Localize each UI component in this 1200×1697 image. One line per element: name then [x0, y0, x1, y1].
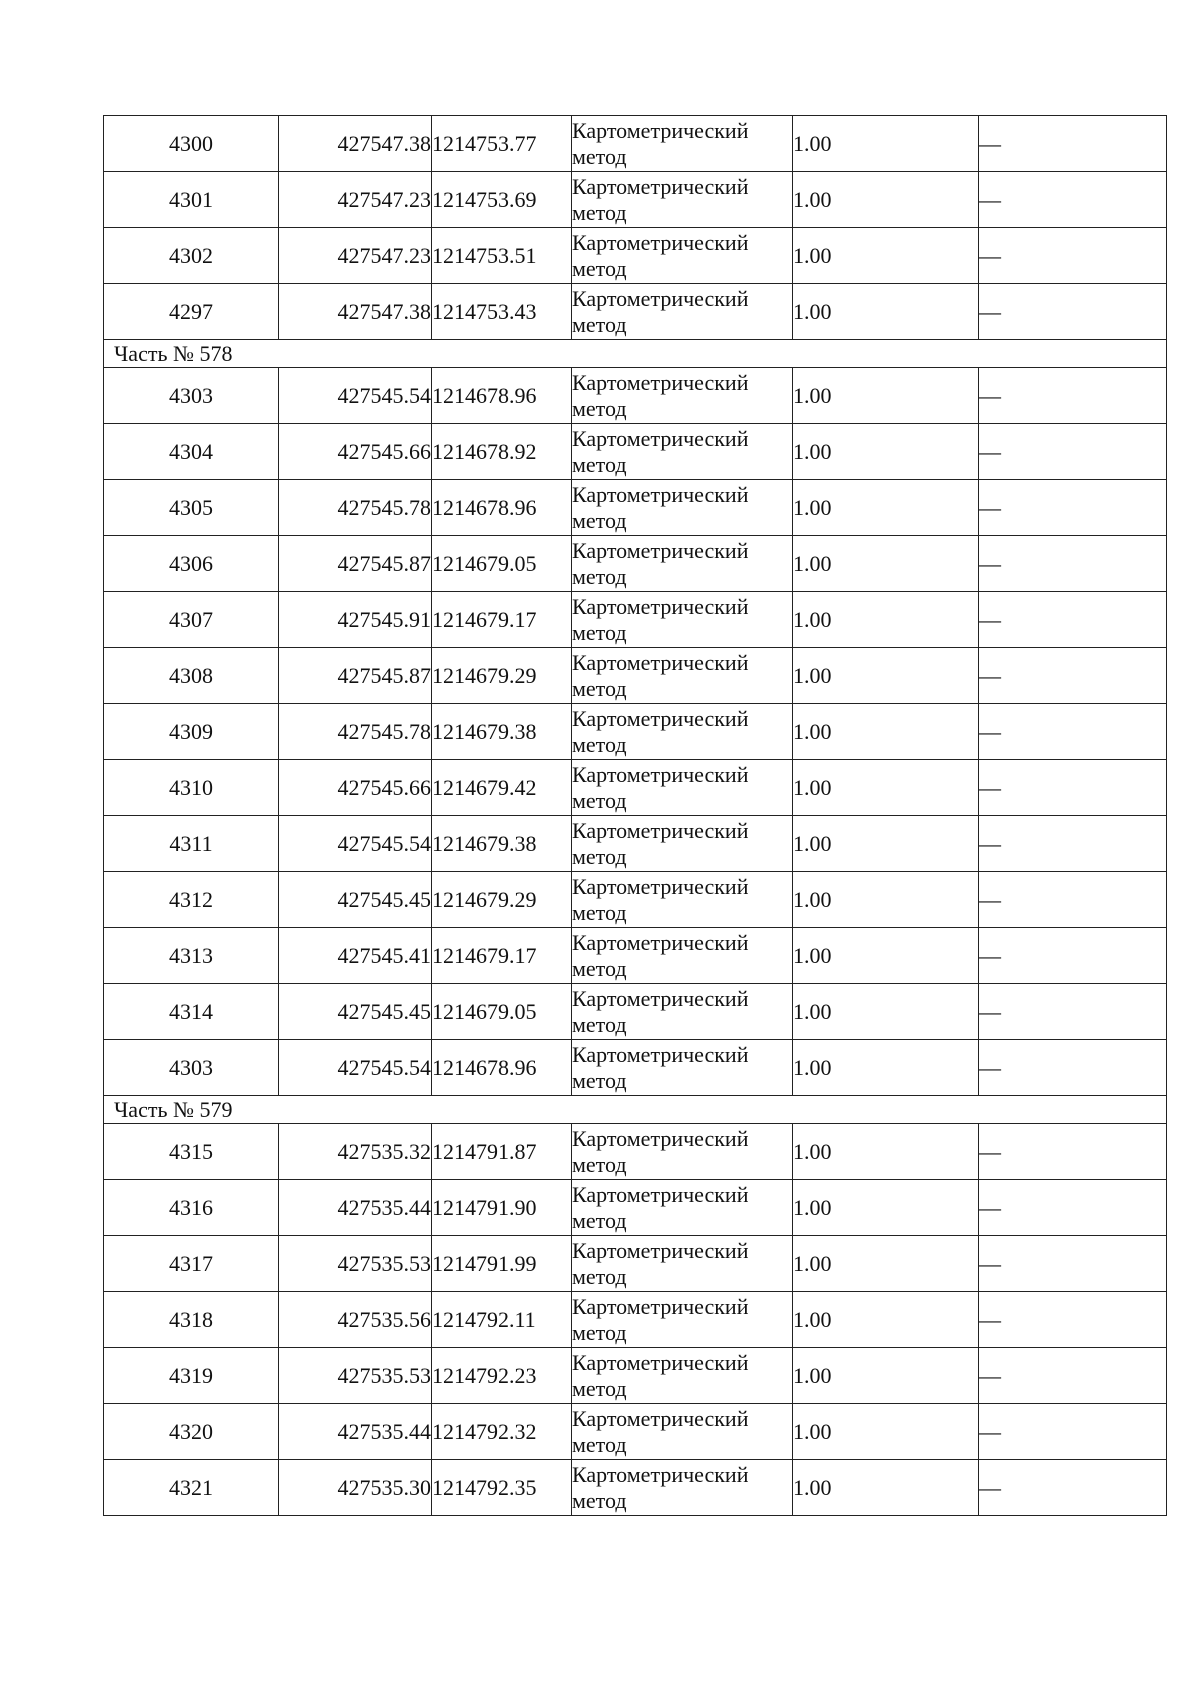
method-line-1: Картометрический	[572, 1349, 749, 1375]
description-dash: —	[979, 1362, 1001, 1388]
description-cell	[979, 536, 1167, 592]
method-line-2: метод	[572, 955, 627, 981]
accuracy-cell: 1.00	[793, 480, 979, 536]
point-number-cell: 4307	[104, 592, 279, 648]
method-line-2: метод	[572, 1319, 627, 1345]
accuracy-cell: 1.00	[793, 1180, 979, 1236]
x-coordinate-cell: 427545.91	[279, 592, 432, 648]
x-coordinate-cell: 427545.66	[279, 424, 432, 480]
y-coordinate-cell: 1214791.87	[432, 1124, 572, 1180]
y-coordinate-cell: 1214792.32	[432, 1404, 572, 1460]
accuracy-cell: 1.00	[793, 760, 979, 816]
method-line-2: метод	[572, 1487, 627, 1513]
method-cell	[572, 872, 793, 928]
point-number-cell: 4301	[104, 172, 279, 228]
method-cell	[572, 760, 793, 816]
y-coordinate-cell: 1214678.96	[432, 480, 572, 536]
x-coordinate-cell: 427545.54	[279, 816, 432, 872]
method-line-2: метод	[572, 843, 627, 869]
accuracy-cell: 1.00	[793, 928, 979, 984]
method-cell	[572, 1292, 793, 1348]
description-dash: —	[979, 1138, 1001, 1164]
method-cell	[572, 424, 793, 480]
method-cell	[572, 536, 793, 592]
accuracy-cell: 1.00	[793, 172, 979, 228]
description-cell	[979, 368, 1167, 424]
method-cell	[572, 1180, 793, 1236]
accuracy-cell: 1.00	[793, 592, 979, 648]
description-dash: —	[979, 1054, 1001, 1080]
description-cell	[979, 228, 1167, 284]
point-number-cell: 4297	[104, 284, 279, 340]
method-line-1: Картометрический	[572, 985, 749, 1011]
x-coordinate-cell: 427545.41	[279, 928, 432, 984]
description-dash: —	[979, 494, 1001, 520]
point-number-cell: 4302	[104, 228, 279, 284]
table-row	[104, 648, 1167, 704]
description-cell	[979, 424, 1167, 480]
y-coordinate-cell: 1214753.51	[432, 228, 572, 284]
x-coordinate-cell: 427545.45	[279, 872, 432, 928]
x-coordinate-cell: 427535.53	[279, 1348, 432, 1404]
method-line-1: Картометрический	[572, 369, 749, 395]
description-dash: —	[979, 1194, 1001, 1220]
method-cell	[572, 1040, 793, 1096]
y-coordinate-cell: 1214679.17	[432, 592, 572, 648]
description-cell	[979, 1236, 1167, 1292]
y-coordinate-cell: 1214679.38	[432, 816, 572, 872]
y-coordinate-cell: 1214792.23	[432, 1348, 572, 1404]
description-cell	[979, 1404, 1167, 1460]
method-line-1: Картометрический	[572, 229, 749, 255]
description-dash: —	[979, 998, 1001, 1024]
y-coordinate-cell: 1214678.96	[432, 1040, 572, 1096]
method-cell	[572, 480, 793, 536]
y-coordinate-cell: 1214679.05	[432, 984, 572, 1040]
accuracy-cell: 1.00	[793, 368, 979, 424]
method-line-1: Картометрический	[572, 1405, 749, 1431]
table-row	[104, 928, 1167, 984]
description-dash: —	[979, 382, 1001, 408]
y-coordinate-cell: 1214791.99	[432, 1236, 572, 1292]
description-dash: —	[979, 830, 1001, 856]
table-row	[104, 592, 1167, 648]
description-dash: —	[979, 942, 1001, 968]
table-row	[104, 228, 1167, 284]
description-cell	[979, 1124, 1167, 1180]
method-line-2: метод	[572, 1067, 627, 1093]
point-number-cell: 4317	[104, 1236, 279, 1292]
point-number-cell: 4313	[104, 928, 279, 984]
method-line-2: метод	[572, 563, 627, 589]
x-coordinate-cell: 427535.56	[279, 1292, 432, 1348]
y-coordinate-cell: 1214753.77	[432, 116, 572, 172]
method-cell	[572, 368, 793, 424]
description-cell	[979, 172, 1167, 228]
table-row	[104, 1180, 1167, 1236]
method-cell	[572, 592, 793, 648]
point-number-cell: 4315	[104, 1124, 279, 1180]
method-line-2: метод	[572, 395, 627, 421]
method-line-1: Картометрический	[572, 761, 749, 787]
accuracy-cell: 1.00	[793, 1404, 979, 1460]
accuracy-cell: 1.00	[793, 704, 979, 760]
description-dash: —	[979, 774, 1001, 800]
method-line-2: метод	[572, 199, 627, 225]
method-line-1: Картометрический	[572, 537, 749, 563]
x-coordinate-cell: 427545.78	[279, 480, 432, 536]
method-line-2: метод	[572, 1431, 627, 1457]
method-line-1: Картометрический	[572, 593, 749, 619]
method-line-1: Картометрический	[572, 481, 749, 507]
description-dash: —	[979, 186, 1001, 212]
point-number-cell: 4314	[104, 984, 279, 1040]
method-line-2: метод	[572, 451, 627, 477]
method-line-1: Картометрический	[572, 649, 749, 675]
x-coordinate-cell: 427545.54	[279, 368, 432, 424]
table-row	[104, 816, 1167, 872]
table-row	[104, 172, 1167, 228]
accuracy-cell: 1.00	[793, 116, 979, 172]
method-line-2: метод	[572, 675, 627, 701]
y-coordinate-cell: 1214679.05	[432, 536, 572, 592]
description-cell	[979, 1040, 1167, 1096]
table-row	[104, 368, 1167, 424]
x-coordinate-cell: 427535.53	[279, 1236, 432, 1292]
description-dash: —	[979, 438, 1001, 464]
method-line-1: Картометрический	[572, 1461, 749, 1487]
x-coordinate-cell: 427545.87	[279, 536, 432, 592]
method-cell	[572, 928, 793, 984]
method-line-1: Картометрический	[572, 705, 749, 731]
method-line-1: Картометрический	[572, 117, 749, 143]
x-coordinate-cell: 427545.87	[279, 648, 432, 704]
table-row	[104, 424, 1167, 480]
point-number-cell: 4312	[104, 872, 279, 928]
description-cell	[979, 284, 1167, 340]
table-row	[104, 284, 1167, 340]
description-cell	[979, 1292, 1167, 1348]
accuracy-cell: 1.00	[793, 1236, 979, 1292]
x-coordinate-cell: 427535.32	[279, 1124, 432, 1180]
x-coordinate-cell: 427545.54	[279, 1040, 432, 1096]
method-cell	[572, 984, 793, 1040]
accuracy-cell: 1.00	[793, 1460, 979, 1516]
method-line-2: метод	[572, 899, 627, 925]
table-row	[104, 872, 1167, 928]
method-cell	[572, 1348, 793, 1404]
y-coordinate-cell: 1214679.29	[432, 648, 572, 704]
y-coordinate-cell: 1214678.96	[432, 368, 572, 424]
method-cell	[572, 172, 793, 228]
part-header-row	[104, 1096, 1167, 1124]
accuracy-cell: 1.00	[793, 1348, 979, 1404]
accuracy-cell: 1.00	[793, 984, 979, 1040]
table-row	[104, 760, 1167, 816]
method-cell	[572, 228, 793, 284]
description-cell	[979, 928, 1167, 984]
point-number-cell: 4303	[104, 368, 279, 424]
description-dash: —	[979, 1250, 1001, 1276]
table-row	[104, 1404, 1167, 1460]
accuracy-cell: 1.00	[793, 872, 979, 928]
table-row	[104, 1292, 1167, 1348]
method-line-2: метод	[572, 1207, 627, 1233]
point-number-cell: 4316	[104, 1180, 279, 1236]
accuracy-cell: 1.00	[793, 424, 979, 480]
point-number-cell: 4303	[104, 1040, 279, 1096]
coordinates-table	[103, 115, 1167, 1516]
x-coordinate-cell: 427545.66	[279, 760, 432, 816]
description-cell	[979, 1460, 1167, 1516]
description-dash: —	[979, 1306, 1001, 1332]
description-dash: —	[979, 1474, 1001, 1500]
coordinates-table-body	[104, 116, 1167, 1516]
point-number-cell: 4319	[104, 1348, 279, 1404]
method-cell	[572, 1404, 793, 1460]
method-cell	[572, 116, 793, 172]
method-cell	[572, 648, 793, 704]
x-coordinate-cell: 427545.45	[279, 984, 432, 1040]
x-coordinate-cell: 427545.78	[279, 704, 432, 760]
method-line-1: Картометрический	[572, 173, 749, 199]
description-dash: —	[979, 242, 1001, 268]
point-number-cell: 4308	[104, 648, 279, 704]
y-coordinate-cell: 1214679.17	[432, 928, 572, 984]
method-line-2: метод	[572, 1263, 627, 1289]
method-line-2: метод	[572, 787, 627, 813]
y-coordinate-cell: 1214753.69	[432, 172, 572, 228]
method-line-2: метод	[572, 255, 627, 281]
y-coordinate-cell: 1214753.43	[432, 284, 572, 340]
description-dash: —	[979, 606, 1001, 632]
description-cell	[979, 704, 1167, 760]
method-cell	[572, 284, 793, 340]
description-cell	[979, 480, 1167, 536]
description-cell	[979, 1180, 1167, 1236]
x-coordinate-cell: 427547.23	[279, 228, 432, 284]
description-cell	[979, 592, 1167, 648]
description-cell	[979, 984, 1167, 1040]
method-line-1: Картометрический	[572, 1181, 749, 1207]
method-line-1: Картометрический	[572, 285, 749, 311]
method-line-2: метод	[572, 143, 627, 169]
method-line-1: Картометрический	[572, 1293, 749, 1319]
point-number-cell: 4321	[104, 1460, 279, 1516]
point-number-cell: 4309	[104, 704, 279, 760]
description-dash: —	[979, 550, 1001, 576]
accuracy-cell: 1.00	[793, 1292, 979, 1348]
accuracy-cell: 1.00	[793, 816, 979, 872]
description-cell	[979, 1348, 1167, 1404]
accuracy-cell: 1.00	[793, 536, 979, 592]
x-coordinate-cell: 427547.38	[279, 284, 432, 340]
part-header-row	[104, 340, 1167, 368]
accuracy-cell: 1.00	[793, 1124, 979, 1180]
method-line-2: метод	[572, 731, 627, 757]
method-line-2: метод	[572, 311, 627, 337]
point-number-cell: 4310	[104, 760, 279, 816]
table-row	[104, 984, 1167, 1040]
point-number-cell: 4300	[104, 116, 279, 172]
description-dash: —	[979, 718, 1001, 744]
method-cell	[572, 1460, 793, 1516]
method-cell	[572, 1236, 793, 1292]
method-line-1: Картометрический	[572, 1125, 749, 1151]
description-cell	[979, 648, 1167, 704]
table-row	[104, 480, 1167, 536]
accuracy-cell: 1.00	[793, 228, 979, 284]
description-dash: —	[979, 130, 1001, 156]
table-row	[104, 704, 1167, 760]
y-coordinate-cell: 1214792.35	[432, 1460, 572, 1516]
y-coordinate-cell: 1214679.42	[432, 760, 572, 816]
point-number-cell: 4306	[104, 536, 279, 592]
x-coordinate-cell: 427535.44	[279, 1180, 432, 1236]
point-number-cell: 4305	[104, 480, 279, 536]
table-row	[104, 116, 1167, 172]
x-coordinate-cell: 427535.44	[279, 1404, 432, 1460]
method-cell	[572, 1124, 793, 1180]
method-line-2: метод	[572, 1375, 627, 1401]
point-number-cell: 4318	[104, 1292, 279, 1348]
description-dash: —	[979, 886, 1001, 912]
point-number-cell: 4311	[104, 816, 279, 872]
y-coordinate-cell: 1214679.38	[432, 704, 572, 760]
table-row	[104, 536, 1167, 592]
x-coordinate-cell: 427547.23	[279, 172, 432, 228]
accuracy-cell: 1.00	[793, 648, 979, 704]
description-dash: —	[979, 662, 1001, 688]
y-coordinate-cell: 1214792.11	[432, 1292, 572, 1348]
x-coordinate-cell: 427535.30	[279, 1460, 432, 1516]
accuracy-cell: 1.00	[793, 284, 979, 340]
method-line-2: метод	[572, 619, 627, 645]
accuracy-cell: 1.00	[793, 1040, 979, 1096]
y-coordinate-cell: 1214679.29	[432, 872, 572, 928]
method-line-1: Картометрический	[572, 929, 749, 955]
method-cell	[572, 816, 793, 872]
method-line-2: метод	[572, 1151, 627, 1177]
x-coordinate-cell: 427547.38	[279, 116, 432, 172]
table-row	[104, 1348, 1167, 1404]
description-cell	[979, 816, 1167, 872]
method-line-1: Картометрический	[572, 817, 749, 843]
table-row	[104, 1460, 1167, 1516]
method-cell	[572, 704, 793, 760]
table-row	[104, 1236, 1167, 1292]
part-label: Часть № 579	[104, 1096, 1167, 1124]
method-line-1: Картометрический	[572, 873, 749, 899]
point-number-cell: 4304	[104, 424, 279, 480]
method-line-1: Картометрический	[572, 1237, 749, 1263]
description-cell	[979, 760, 1167, 816]
description-dash: —	[979, 1418, 1001, 1444]
y-coordinate-cell: 1214791.90	[432, 1180, 572, 1236]
table-row	[104, 1124, 1167, 1180]
y-coordinate-cell: 1214678.92	[432, 424, 572, 480]
method-line-1: Картометрический	[572, 425, 749, 451]
method-line-1: Картометрический	[572, 1041, 749, 1067]
part-label: Часть № 578	[104, 340, 1167, 368]
description-cell	[979, 872, 1167, 928]
method-line-2: метод	[572, 507, 627, 533]
method-line-2: метод	[572, 1011, 627, 1037]
point-number-cell: 4320	[104, 1404, 279, 1460]
table-row	[104, 1040, 1167, 1096]
description-cell	[979, 116, 1167, 172]
description-dash: —	[979, 298, 1001, 324]
